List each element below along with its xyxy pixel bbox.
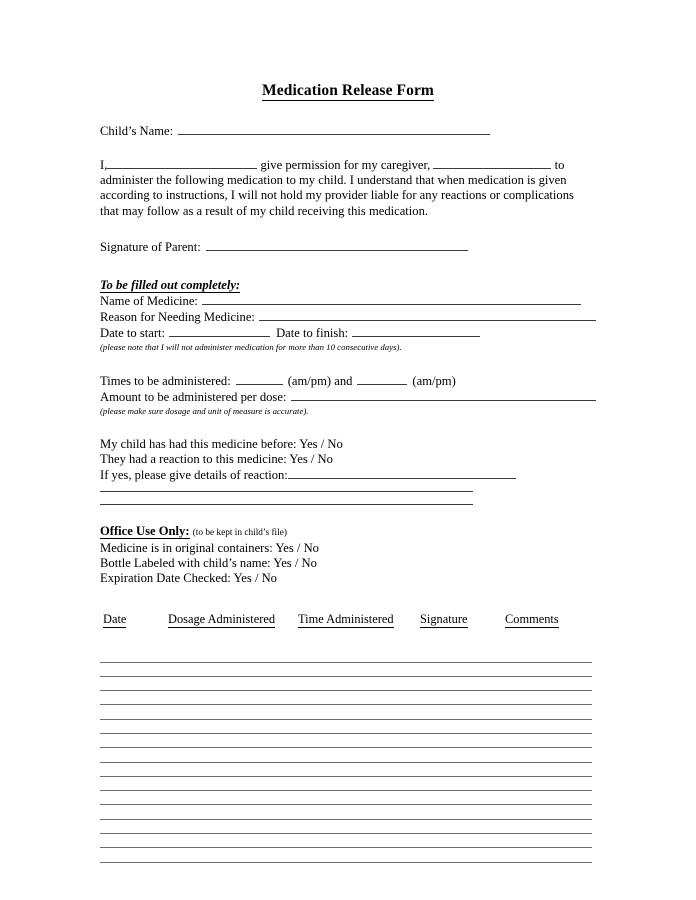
reason-row — [100, 309, 596, 325]
consecutive-days-note: (please note that I will not administer medication for more than 10 consecutive days). — [100, 342, 402, 353]
log-table-blank-row[interactable] — [100, 720, 592, 734]
log-table-blank-row[interactable] — [100, 705, 592, 719]
log-table-blank-row[interactable] — [100, 834, 592, 848]
column-header-signature: Signature — [420, 612, 468, 627]
log-table-blank-row[interactable] — [100, 691, 592, 705]
child-name-blank[interactable] — [178, 123, 490, 135]
medicine-before-row[interactable] — [100, 437, 596, 452]
log-table-blank-row[interactable] — [100, 791, 592, 805]
parent-signature-blank[interactable] — [206, 239, 468, 251]
child-name-row — [100, 123, 596, 139]
log-table-blank-row[interactable] — [100, 805, 592, 819]
permission-paragraph — [100, 157, 586, 220]
ampm-second-label: (am/pm) — [412, 374, 456, 389]
permission-part2: give permission for my caregiver, — [260, 157, 431, 172]
office-item-original-containers-label: Medicine is in original containers: Yes / No — [100, 541, 319, 556]
permission-part1: I, — [100, 157, 108, 172]
office-use-heading-note: (to be kept in child’s file) — [192, 528, 287, 539]
medicine-name-row — [100, 293, 596, 309]
ampm-first-label: (am/pm) and — [287, 374, 353, 389]
log-table-blank-row[interactable] — [100, 734, 592, 748]
office-item-bottle-labeled-label: Bottle Labeled with child’s name: Yes / No — [100, 556, 317, 571]
reason-blank[interactable] — [259, 309, 596, 321]
reaction-details-label: If yes, please give details of reaction: — [100, 468, 288, 483]
date-start-label: Date to start: — [100, 326, 166, 341]
permission-part3: to administer the following medication to my child. I understand that when medication is given according to instructions, I will not hold my provider liable for any reactions or complications that may follow as a result of my child receiving this medication. — [100, 157, 574, 218]
date-start-blank[interactable] — [169, 325, 270, 337]
page-title-text: Medication Release Form — [262, 82, 434, 99]
fill-section-heading-text: To be filled out completely: — [100, 278, 241, 293]
office-item-bottle-labeled[interactable] — [100, 556, 596, 571]
office-use-heading-text: Office Use Only: — [100, 524, 190, 539]
times-administered-row — [100, 373, 596, 389]
document-body — [100, 0, 596, 863]
log-table-blank-row[interactable] — [100, 677, 592, 691]
times-administered-label: Times to be administered: — [100, 374, 231, 389]
medicine-name-blank[interactable] — [202, 293, 581, 305]
reaction-details-row — [100, 467, 596, 483]
caregiver-name-blank[interactable] — [433, 157, 551, 169]
medicine-before-label: My child has had this medicine before: Yes / No — [100, 437, 343, 452]
log-table-blank-row[interactable] — [100, 820, 592, 834]
log-table-blank-rows[interactable] — [100, 648, 596, 862]
log-table-blank-row[interactable] — [100, 848, 592, 862]
time-first-blank[interactable] — [236, 373, 283, 385]
office-item-original-containers[interactable] — [100, 541, 596, 556]
child-name-label: Child’s Name: — [100, 123, 174, 138]
reaction-row[interactable] — [100, 452, 596, 467]
reason-label: Reason for Needing Medicine: — [100, 310, 255, 325]
dosage-accuracy-note: (please make sure dosage and unit of measure is accurate). — [100, 406, 309, 417]
medicine-name-label: Name of Medicine: — [100, 294, 198, 309]
parent-signature-label: Signature of Parent: — [100, 240, 201, 255]
column-header-time: Time Administered — [298, 612, 394, 627]
log-table-blank-row[interactable] — [100, 663, 592, 677]
parent-signature-row — [100, 239, 596, 255]
amount-per-dose-row — [100, 389, 596, 405]
office-item-expiration-checked[interactable] — [100, 571, 596, 586]
office-use-heading — [100, 523, 596, 541]
amount-per-dose-blank[interactable] — [291, 389, 596, 401]
fill-section-heading — [100, 277, 596, 293]
log-table-blank-row[interactable] — [100, 777, 592, 791]
reaction-details-blank-1[interactable] — [288, 467, 516, 479]
log-table-blank-row[interactable] — [100, 748, 592, 762]
office-item-expiration-checked-label: Expiration Date Checked: Yes / No — [100, 571, 277, 586]
log-table-header — [100, 612, 596, 630]
column-header-date: Date — [103, 612, 127, 627]
log-table-blank-row[interactable] — [100, 648, 592, 662]
log-table-blank-row[interactable] — [100, 763, 592, 777]
column-header-dosage: Dosage Administered — [168, 612, 276, 627]
page-title — [100, 82, 596, 101]
date-range-row — [100, 325, 596, 341]
date-finish-blank[interactable] — [352, 325, 480, 337]
amount-per-dose-label: Amount to be administered per dose: — [100, 390, 287, 405]
reaction-label: They had a reaction to this medicine: Yes / No — [100, 452, 333, 467]
parent-name-blank[interactable] — [107, 157, 257, 169]
column-header-comments: Comments — [505, 612, 559, 627]
date-finish-label: Date to finish: — [276, 326, 349, 341]
time-second-blank[interactable] — [357, 373, 407, 385]
